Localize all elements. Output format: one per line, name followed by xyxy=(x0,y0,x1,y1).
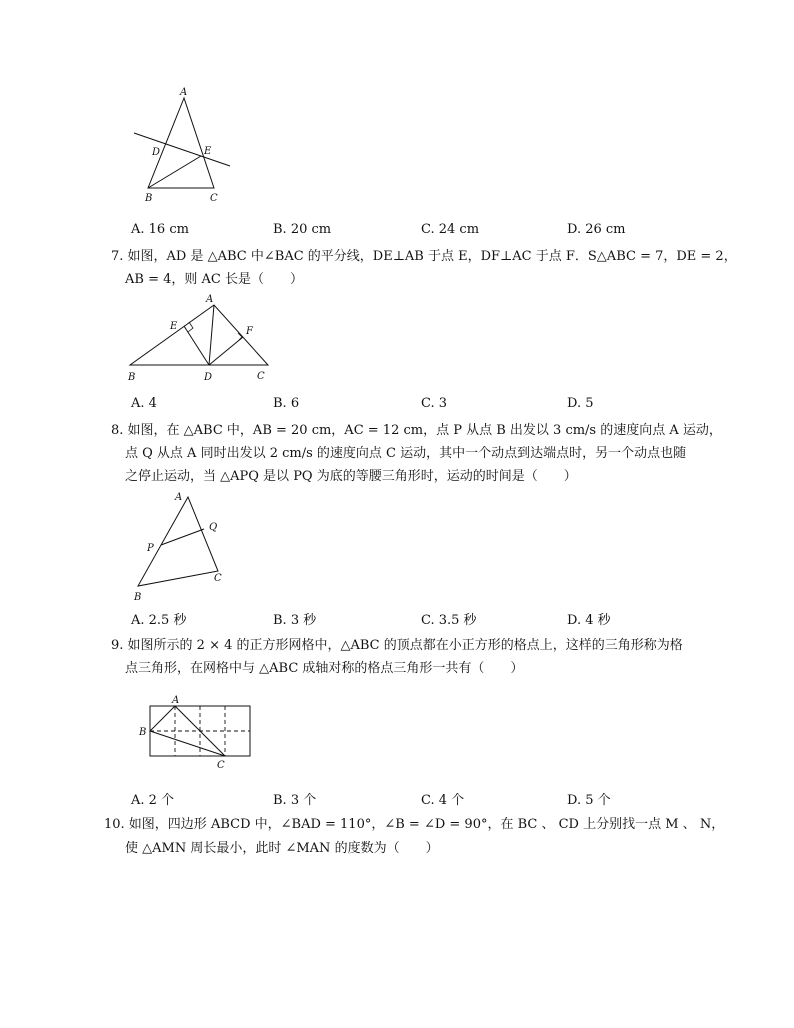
q9-figure xyxy=(136,692,256,772)
q7-label-f: F xyxy=(246,326,253,337)
q6-option-b[interactable]: B. 20 cm xyxy=(273,222,332,237)
q7-label-e: E xyxy=(170,321,178,332)
q7-label-b: B xyxy=(128,372,136,383)
q9-question-line2: 点三角形，在网格中与 △ABC 成轴对称的格点三角形一共有（ ） xyxy=(125,661,524,676)
q7-segment-df xyxy=(209,337,243,365)
q9-label-b: B xyxy=(139,727,147,738)
q7-bisector-ad xyxy=(209,305,214,365)
q7-option-d[interactable]: D. 5 xyxy=(567,396,594,411)
q6-perpendicular-bisector xyxy=(134,133,230,166)
q7-label-a: A xyxy=(206,294,214,305)
q7-option-c[interactable]: C. 3 xyxy=(421,396,448,411)
q8-segment-pq xyxy=(161,529,204,545)
q6-option-d[interactable]: D. 26 cm xyxy=(567,222,626,237)
q8-option-b[interactable]: B. 3 秒 xyxy=(273,613,317,628)
q6-option-a[interactable]: A. 16 cm xyxy=(131,222,189,237)
q6-label-e: E xyxy=(204,146,212,157)
q9-question-line1: 9. 如图所示的 2 × 4 的正方形网格中，△ABC 的顶点都在小正方形的格点上，这样的三角形称为格 xyxy=(111,638,683,653)
q7-label-d: D xyxy=(204,372,213,383)
q9-label-a: A xyxy=(172,695,180,706)
q9-option-b[interactable]: B. 3 个 xyxy=(273,793,317,808)
q8-label-c: C xyxy=(214,573,222,584)
q6-label-c: C xyxy=(210,193,218,204)
q7-question-line1: 7. 如图，AD 是 △ABC 中∠BAC 的平分线，DE⊥AB 于点 E，DF⊥AC 于点 F．S△ABC = 7，DE = 2， xyxy=(111,249,737,264)
q9-option-c[interactable]: C. 4 个 xyxy=(421,793,465,808)
q10-question-line2: 使 △AMN 周长最小，此时 ∠MAN 的度数为（ ） xyxy=(125,841,439,856)
q6-figure xyxy=(128,84,238,209)
q7-option-a[interactable]: A. 4 xyxy=(131,396,157,411)
q8-question-line3: 之停止运动，当 △APQ 是以 PQ 为底的等腰三角形时，运动的时间是（ ） xyxy=(125,469,577,484)
q6-triangle xyxy=(148,98,214,188)
q6-option-c[interactable]: C. 24 cm xyxy=(421,222,480,237)
q10-question-line1: 10. 如图，四边形 ABCD 中，∠BAD = 110°，∠B = ∠D = 90°，在 BC 、 CD 上分别找一点 M 、 N， xyxy=(104,817,725,832)
q7-option-b[interactable]: B. 6 xyxy=(273,396,300,411)
q8-option-d[interactable]: D. 4 秒 xyxy=(567,613,611,628)
q8-option-a[interactable]: A. 2.5 秒 xyxy=(131,613,187,628)
q8-option-c[interactable]: C. 3.5 秒 xyxy=(421,613,477,628)
q8-label-b: B xyxy=(134,592,142,603)
q8-figure xyxy=(128,488,238,606)
q8-label-p: P xyxy=(147,543,154,554)
q6-label-b: B xyxy=(145,193,153,204)
q7-segment-de xyxy=(184,326,209,365)
q8-label-a: A xyxy=(175,492,183,503)
q6-label-a: A xyxy=(180,87,188,98)
q7-figure xyxy=(120,290,280,390)
q7-question-line2: AB = 4，则 AC 长是（ ） xyxy=(125,272,303,287)
q7-label-c: C xyxy=(257,371,265,382)
q8-label-q: Q xyxy=(209,522,218,533)
q9-option-d[interactable]: D. 5 个 xyxy=(567,793,611,808)
q6-label-d: D xyxy=(152,147,161,158)
q8-question-line1: 8. 如图，在 △ABC 中，AB = 20 cm，AC = 12 cm，点 P 从点 B 出发以 3 cm/s 的速度向点 A 运动， xyxy=(111,423,722,438)
q8-triangle xyxy=(138,497,218,586)
q6-segment-be xyxy=(148,156,201,188)
q9-option-a[interactable]: A. 2 个 xyxy=(131,793,175,808)
q8-question-line2: 点 Q 从点 A 同时出发以 2 cm/s 的速度向点 C 运动，其中一个动点到达端点时，另一个动点也随 xyxy=(125,446,687,461)
q9-label-c: C xyxy=(217,760,225,771)
